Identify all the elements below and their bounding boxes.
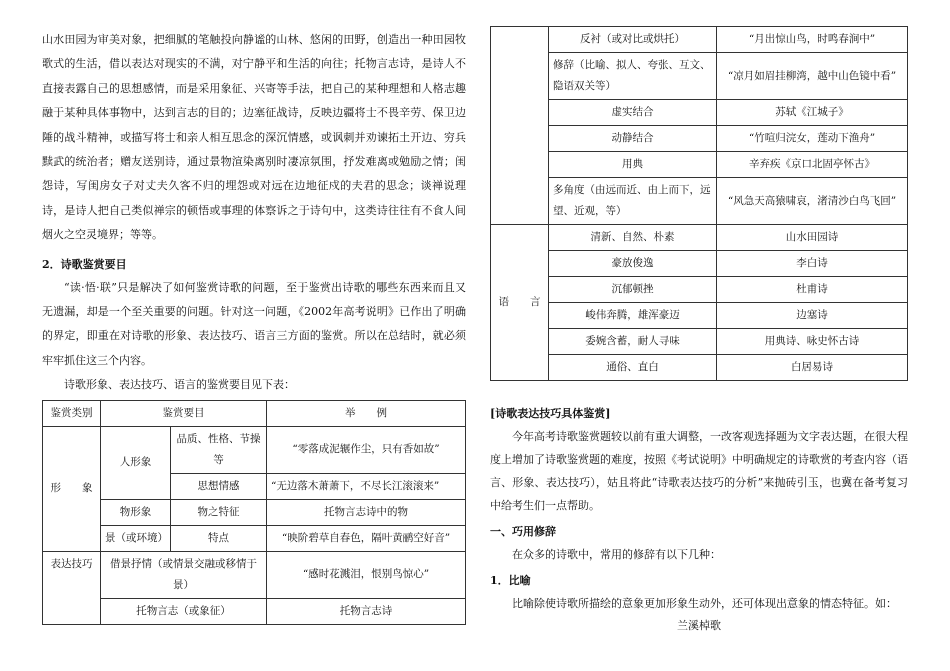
example-xiuci: “凉月如眉挂柳湾，越中山色镜中看” [717, 53, 908, 100]
example-tedian: “映阶碧草自春色，隔叶黄鹂空好音” [267, 525, 466, 551]
example-l5: 用典诗、咏史怀古诗 [717, 329, 908, 355]
section-title: [诗歌表达技巧具体鉴赏] [490, 407, 611, 420]
item-dongjing: 动静结合 [549, 126, 717, 152]
table-row [491, 100, 908, 126]
table-row [491, 126, 908, 152]
right-column [490, 28, 908, 637]
table-row [491, 355, 908, 381]
item-l6: 通俗、直白 [549, 355, 717, 381]
item-l4: 峻伟奔腾，雄浑豪迈 [549, 303, 717, 329]
item-l3: 沉郁顿挫 [549, 277, 717, 303]
header-item: 鉴赏要目 [101, 400, 267, 426]
left-column [42, 28, 466, 625]
table-row [43, 551, 466, 598]
example-sixiang: “无边落木萧萧下，不尽长江滚滚来” [267, 473, 466, 499]
example-l4: 边塞诗 [717, 303, 908, 329]
intro-paragraph: 山水田园为审美对象，把细腻的笔触投向静谧的山林、悠闲的田野，创造出一种田园牧歌式的生活，借以表达对现实的不满，对宁静平和生活的向往；托物言志诗，是诗人不直接表露自己的思想感情，而是采用象征、兴寄等手法，把自己的某种理想和人格志趣融于某种具体事物中，达到言志的目的；边塞征战诗，反映边疆将士不畏辛劳、保卫边陲的战斗精神，或描写将士和亲人相互思念的深沉情感，或讽刺并劝谏拓土开边、穷兵黩武的统治者；赠友送别诗，通过景物渲染离别时凄凉氛围，抒发难离或勉励之情；闺怨诗，写闺房女子对丈夫久客不归的埋怨或对远在边地征戍的夫君的思念；谈禅说理诗，是诗人把自己类似禅宗的顿悟或事理的体察诉之于诗句中，这类诗往往有不食人间烟火之空灵境界；等等。 [42, 33, 466, 242]
item-sixiang: 思想情感 [171, 473, 267, 499]
item-yongdian: 用典 [549, 152, 717, 178]
table-row [43, 525, 466, 551]
example-l3: 杜甫诗 [717, 277, 908, 303]
item-xushi: 虚实结合 [549, 100, 717, 126]
item-l2: 豪放俊逸 [549, 251, 717, 277]
heading-biyu: 1．比喻 [490, 574, 531, 587]
category-yuyan: 语 言 [491, 225, 549, 381]
appreciation-table-left [42, 400, 466, 625]
paragraph-xiuci: 在众多的诗歌中，常用的修辞有以下几种： [512, 548, 721, 561]
table-header-row [43, 400, 466, 426]
table-row [43, 598, 466, 624]
item-tedian: 特点 [171, 525, 267, 551]
example-l6: 白居易诗 [717, 355, 908, 381]
example-pinzhi: “零落成泥辗作尘，只有香如故” [267, 426, 466, 473]
appreciation-table-right [490, 26, 908, 381]
table-row [491, 27, 908, 53]
item-tuowu: 托物言志（或象征） [101, 598, 267, 624]
table-row [43, 426, 466, 473]
item-wuzhi: 物之特征 [171, 499, 267, 525]
category-biaoda: 表达技巧 [43, 551, 101, 624]
table-row [491, 277, 908, 303]
example-duojiao: “风急天高猿啸哀，渚清沙白鸟飞回” [717, 178, 908, 225]
table-row [491, 251, 908, 277]
item-pinzhi: 品质、性格、节操等 [171, 426, 267, 473]
poem-title: 兰溪棹歌 [677, 619, 721, 632]
sub-wuxiang: 物形象 [101, 499, 171, 525]
table-row [491, 225, 908, 251]
header-category: 鉴赏类别 [43, 400, 101, 426]
item-l1: 清新、自然、朴素 [549, 225, 717, 251]
category-biaoda-cont [491, 27, 549, 225]
example-xushi: 苏轼《江城子》 [717, 100, 908, 126]
table-row [491, 303, 908, 329]
item-xiuci: 修辞（比喻、拟人、夸张、互文、隐语双关等） [549, 53, 717, 100]
table-row [491, 152, 908, 178]
example-dongjing: “竹喧归浣女，莲动下渔舟” [717, 126, 908, 152]
example-jiejing: “感时花溅泪，恨别鸟惊心” [267, 551, 466, 598]
example-wuzhi: 托物言志诗中的物 [267, 499, 466, 525]
heading-xiuci: 一、巧用修辞 [490, 525, 556, 538]
table-row [491, 53, 908, 100]
example-l1: 山水田园诗 [717, 225, 908, 251]
paragraph-2: “读·悟·联”只是解决了如何鉴赏诗歌的问题，至于鉴赏出诗歌的哪些东西来而且又无遗漏，却是一个至关重要的问题。针对这一问题，《2002年高考说明》已作出了明确的界定，即重在对诗歌的形象、表达技巧、语言三方面的鉴赏。所以在总结时，就必须牢牢抓住这三个内容。 [42, 280, 466, 367]
item-l5: 委婉含蓄，耐人寻味 [549, 329, 717, 355]
item-jiejing: 借景抒情（或情景交融或移情于景） [101, 551, 267, 598]
item-duojiao: 多角度（由远而近、由上而下，远望、近观，等） [549, 178, 717, 225]
item-fanchen: 反衬（或对比或烘托） [549, 27, 717, 53]
table-row [491, 178, 908, 225]
sub-jing: 景（或环境） [101, 525, 171, 551]
example-l2: 李白诗 [717, 251, 908, 277]
sub-renxiang: 人形象 [101, 426, 171, 499]
example-tuowu: 托物言志诗 [267, 598, 466, 624]
table-row [43, 499, 466, 525]
example-yongdian: 辛弃疾《京口北固亭怀古》 [717, 152, 908, 178]
right-paragraph-1: 今年高考诗歌鉴赏题较以前有重大调整，一改客观选择题为文字表达题，在很大程度上增加了诗歌鉴赏题的难度，按照《考试说明》中明确规定的诗歌赏的考查内容（语言、形象、表达技巧），姑且将此“诗歌表达技巧的分析”来抛砖引玉，也冀在备考复习中给考生们一点帮助。 [490, 430, 908, 512]
paragraph-3: 诗歌形象、表达技巧、语言的鉴赏要目见下表： [64, 378, 295, 392]
header-example: 举 例 [267, 400, 466, 426]
table-row [491, 329, 908, 355]
section-heading-2: 2．诗歌鉴赏要目 [42, 257, 127, 271]
example-fanchen: “月出惊山鸟，时鸣春涧中” [717, 27, 908, 53]
paragraph-biyu: 比喻除使诗歌所描绘的意象更加形象生动外，还可体现出意象的情态特征。如： [512, 597, 897, 610]
category-xingxiang: 形 象 [43, 426, 101, 551]
